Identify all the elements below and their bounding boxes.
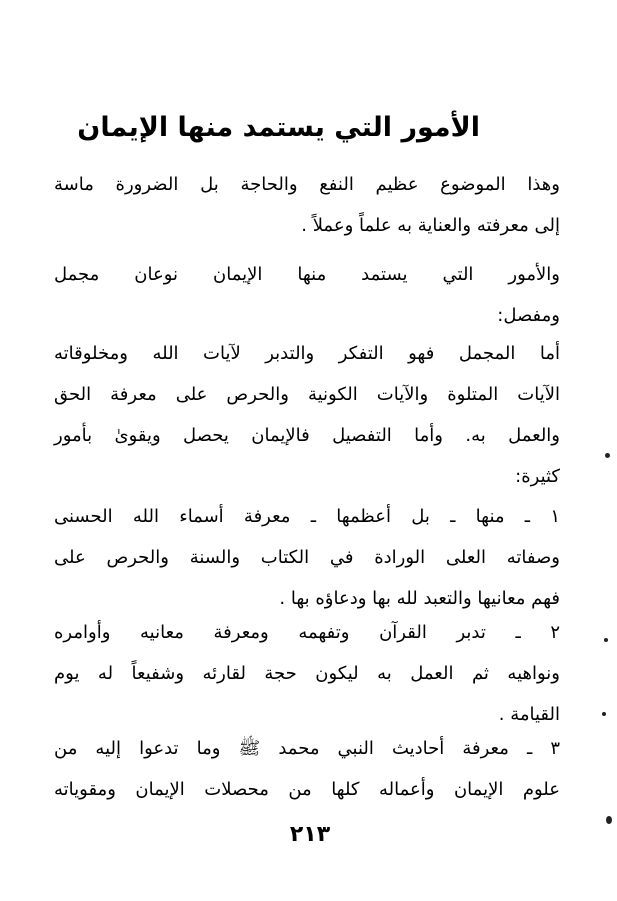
text-line: والعمل به. وأما التفصيل فالإيمان يحصل ويقوىٰ بأمور xyxy=(54,425,560,446)
text-line: ١ ـ منها ـ بل أعظمها ـ معرفة أسماء الله الحسنى xyxy=(54,506,560,527)
text-line: والأمور التي يستمد منها الإيمان نوعان مجمل xyxy=(54,264,560,285)
paragraph-4 xyxy=(54,496,560,619)
scan-speck xyxy=(604,638,608,642)
scan-speck xyxy=(606,816,612,824)
page-number: ٢١٣ xyxy=(289,822,331,847)
page-title: الأمور التي يستمد منها الإيمان xyxy=(77,112,480,143)
text-line: ومفصل: xyxy=(497,305,560,326)
text-line: وهذا الموضوع عظيم النفع والحاجة بل الضرورة ماسة xyxy=(54,174,560,195)
text-line: فهم معانيها والتعبد لله بها ودعاؤه بها . xyxy=(279,588,560,609)
text-line: ٢ ـ تدبر القرآن وتفهمه ومعرفة معانيه وأوامره xyxy=(54,622,560,643)
text-line: القيامة . xyxy=(498,704,560,725)
text-line: الآيات المتلوة والآيات الكونية والحرص على معرفة الحق xyxy=(54,384,560,405)
paragraph-6 xyxy=(54,728,560,810)
text-line: كثيرة: xyxy=(515,466,560,487)
paragraph-1 xyxy=(54,164,560,246)
text-line: أما المجمل فهو التفكر والتدبر لآيات الله ومخلوقاته xyxy=(54,343,560,364)
paragraph-3 xyxy=(54,333,560,497)
text-line: وصفاته العلى الورادة في الكتاب والسنة والحرص على xyxy=(54,547,560,568)
scan-speck xyxy=(602,712,606,716)
scan-speck xyxy=(605,453,610,458)
text-line: ٣ ـ معرفة أحاديث النبي محمد ﷺ وما تدعوا إليه من xyxy=(54,738,560,759)
text-line: ونواهيه ثم العمل به ليكون حجة لقارئه وشفيعاً له يوم xyxy=(54,663,560,684)
text-line: إلى معرفته والعناية به علماً وعملاً . xyxy=(301,215,560,236)
text-line: علوم الإيمان وأعماله كلها من محصلات الإيمان ومقوياته xyxy=(54,779,560,800)
paragraph-5 xyxy=(54,612,560,735)
paragraph-2 xyxy=(54,254,560,336)
